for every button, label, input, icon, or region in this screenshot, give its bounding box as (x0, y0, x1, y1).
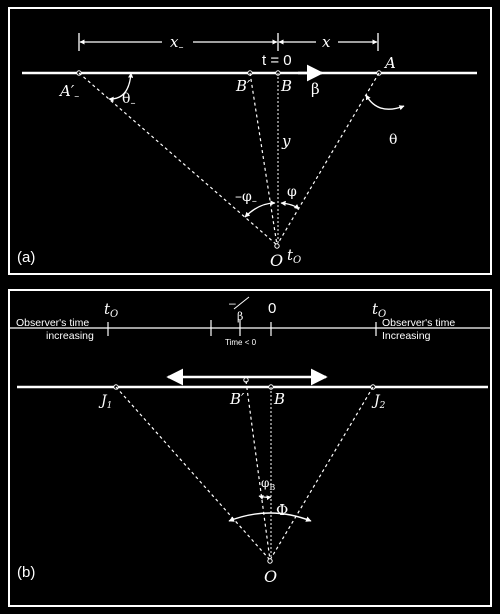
phi-label: φ (287, 184, 297, 200)
obs-time-left-line1: Observer's time (16, 317, 90, 329)
theta-minus-label: $\theta_-$ (122, 91, 136, 109)
phi-arc (281, 203, 299, 209)
distance-bracket (79, 33, 378, 51)
sight-lines-b (116, 381, 373, 560)
point-j2-label: $J_2$ (374, 393, 386, 411)
obs-time-left-line2: increasing (46, 330, 94, 342)
phi-minus-label: $-\varphi_-$ (235, 189, 257, 207)
big-phi-label: Φ (276, 501, 289, 519)
t-o-left-label: $t_O$ (104, 300, 119, 320)
observer-label-b: O (264, 567, 278, 586)
dist-left-label: $x_-$ (170, 33, 184, 53)
theta-arc (366, 95, 404, 109)
obs-time-right-line1: Observer's time (382, 317, 456, 329)
phi-b-label: $\varphi_B$ (261, 476, 276, 492)
dist-right-label: x (322, 33, 331, 51)
observer-dot-b (268, 559, 272, 563)
theta-label: θ (389, 132, 398, 148)
panel-a (9, 8, 491, 274)
point-a-label: A (385, 54, 396, 72)
point-b-prime-label: B′ (236, 77, 251, 95)
beta-label: β (311, 80, 320, 98)
point-b-prime-label-b: B′ (230, 390, 245, 408)
point-b-label: B (281, 77, 293, 95)
panel-a-label: (a) (17, 249, 36, 266)
t-zero-label: t = 0 (262, 52, 292, 69)
panel-b-label: (b) (17, 564, 36, 581)
point-b-label-b: B (274, 390, 286, 408)
big-phi-arc (229, 513, 311, 521)
point-a-prime-label: $A'_-$ (60, 82, 80, 102)
panel-b (9, 290, 491, 606)
observer-time-label: $t_O$ (287, 246, 302, 266)
observer-dot (275, 244, 279, 248)
phi-b-arc (259, 496, 271, 497)
panel-a-frame (9, 8, 491, 274)
neg-one-over-beta-label (229, 296, 249, 323)
svg-text:β: β (237, 310, 244, 323)
svg-text:–: – (229, 296, 236, 310)
y-label: y (282, 132, 291, 150)
observer-label: O (270, 251, 284, 270)
t-o-right-label: $t_O$ (372, 300, 387, 320)
point-j1-label: $J_1$ (101, 393, 113, 411)
obs-time-right-line2: Increasing (382, 330, 431, 342)
time-lt-zero-label: Time < 0 (225, 338, 257, 347)
zero-label: 0 (268, 300, 277, 317)
